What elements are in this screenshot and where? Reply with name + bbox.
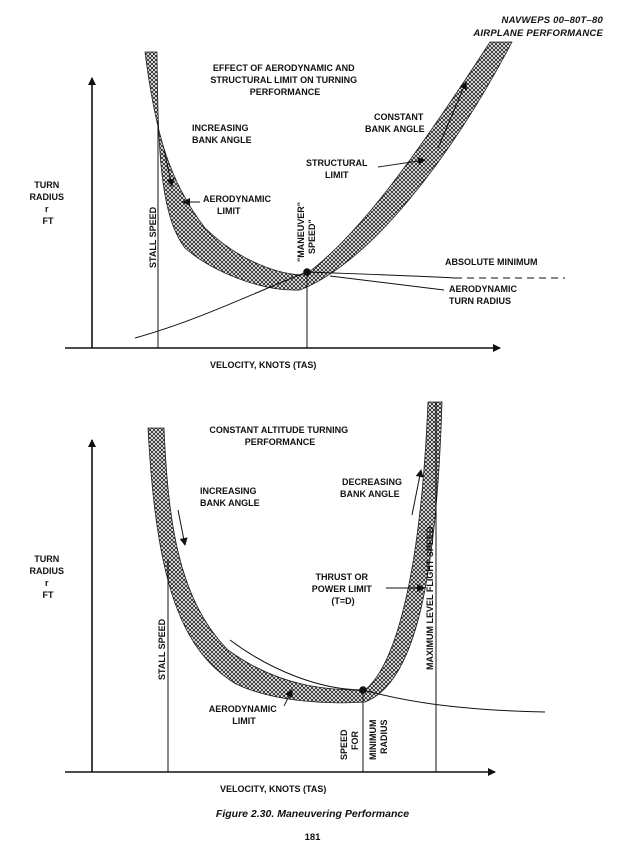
bottom-aero-limit-1: AERODYNAMIC [208,704,277,714]
top-title-1: EFFECT OF AERODYNAMIC AND [212,63,355,73]
bottom-y-label-1: TURN [34,554,60,564]
top-constant-bank-2: BANK ANGLE [365,124,425,134]
svg-text:AERODYNAMIC LIMIT [203,194,274,216]
top-structural-limit-2: LIMIT [325,170,349,180]
svg-text:INCREASING BANK ANGLE [192,123,252,145]
top-aero-limit-1: AERODYNAMIC [203,194,272,204]
bottom-y-label-2: RADIUS [29,566,64,576]
top-increasing-bank-2: BANK ANGLE [192,135,252,145]
bottom-decreasing-bank-1: DECREASING [342,477,403,487]
bottom-speed-for-2: FOR [350,731,360,750]
bottom-increasing-bank-2: BANK ANGLE [200,498,260,508]
top-aero-turn-radius-1: AERODYNAMIC [449,284,518,294]
svg-text:EFFECT OF AERODYNAMIC AND [210,63,359,97]
svg-text:CONSTANT BANK ANGLE [365,112,426,134]
top-stall-speed-label: STALL SPEED [148,206,158,268]
top-absolute-minimum-label: ABSOLUTE MINIMUM [445,257,538,267]
svg-text:"MANEUVER" SPEED" [296,199,317,262]
bottom-thrust-limit-3: (T=D) [331,596,355,606]
top-maneuver-point [303,268,311,276]
svg-text:SPEED FOR [339,727,360,760]
top-y-label-2: RADIUS [29,192,64,202]
bottom-min-radius-point [359,686,367,694]
svg-text:AERODYNAMIC LIMIT [209,704,280,726]
svg-text:DECREASING BANK ANGLE [340,477,405,499]
bottom-minimum-radius-1: MINIMUM [368,719,378,760]
figure-caption: Figure 2.30. Maneuvering Performance [215,808,410,820]
top-aero-turn-radius-2: TURN RADIUS [449,296,511,306]
svg-text:INCREASING BANK ANGLE [200,486,260,508]
top-y-label-4: FT [42,216,54,226]
bottom-aero-limit-2: LIMIT [232,716,256,726]
svg-text:TURN RADIUS r [29,180,66,226]
bottom-decreasing-bank-arrow [412,470,421,515]
bottom-stall-speed-label: STALL SPEED [157,618,167,680]
bottom-y-label-3: r [44,578,49,588]
top-aero-limit-2: LIMIT [217,206,241,216]
top-y-label-3: r [44,204,49,214]
bottom-title-1: CONSTANT ALTITUDE TURNING [209,425,349,435]
top-maneuver-label-1: "MANEUVER" [296,201,306,262]
top-maneuver-label-2: SPEED" [307,219,317,254]
page-number: 181 [304,832,321,843]
top-chart [29,42,565,370]
bottom-minimum-radius-2: RADIUS [379,719,389,754]
top-title-3: PERFORMANCE [249,87,321,97]
bottom-speed-for-1: SPEED [339,729,349,760]
bottom-increasing-bank-1: INCREASING [200,486,257,496]
svg-text:THRUST OR POWER LIMIT [312,572,375,606]
bottom-max-speed-label: MAXIMUM LEVEL FLIGHT SPEED [425,526,435,670]
top-x-label: VELOCITY, KNOTS (TAS) [210,360,317,370]
bottom-x-label: VELOCITY, KNOTS (TAS) [220,784,327,794]
bottom-decreasing-bank-2: BANK ANGLE [340,489,400,499]
bottom-thrust-limit-1: THRUST OR [315,572,368,582]
svg-text:STRUCTURAL LIMIT [306,158,370,180]
bottom-limit-band [148,402,442,703]
top-increasing-bank-1: INCREASING [192,123,249,133]
top-title-2: STRUCTURAL LIMIT ON TURNING [210,75,358,85]
svg-text:CONSTANT ALTITUDE TURNING [209,425,350,447]
header-line-1: NAVWEPS 00–80T–80 [501,15,603,26]
top-aero-turn-radius-leader [330,276,444,290]
top-y-label-1: TURN [34,180,60,190]
svg-text:MINIMUM RADIUS [368,717,389,760]
top-constant-bank-1: CONSTANT [374,112,424,122]
bottom-y-label-4: FT [42,590,54,600]
svg-text:AERODYNAMIC TURN RADIUS [449,284,520,306]
bottom-chart [29,402,545,794]
svg-text:TURN RADIUS r [29,554,66,600]
bottom-title-2: PERFORMANCE [244,437,316,447]
bottom-thrust-limit-2: POWER LIMIT [311,584,372,594]
bottom-increasing-bank-arrow [178,510,185,545]
top-structural-limit-1: STRUCTURAL [306,158,368,168]
header-line-2: AIRPLANE PERFORMANCE [473,28,603,39]
